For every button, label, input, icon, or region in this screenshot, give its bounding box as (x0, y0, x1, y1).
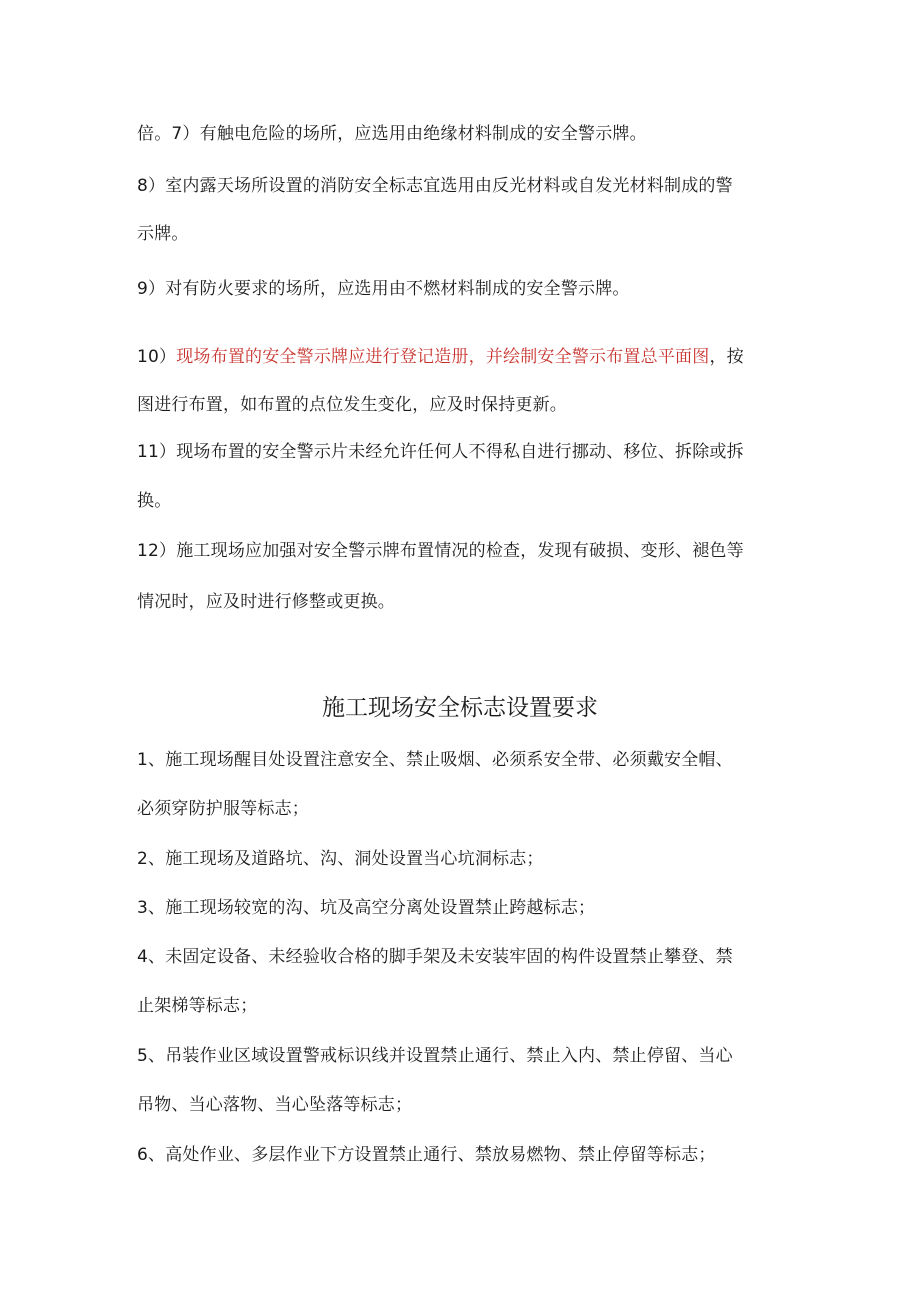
item10-suffix: ，按 (709, 347, 744, 367)
paragraph-line-item10 (137, 345, 797, 369)
paragraph-line: 11）现场布置的安全警示片未经允许任何人不得私自进行挪动、移位、拆除或拆 (137, 442, 744, 462)
item10-prefix: 10） (137, 347, 177, 367)
list-item-line: 5、吊装作业区域设置警戒标识线并设置禁止通行、禁止入内、禁止停留、当心 (137, 1046, 733, 1066)
paragraph-line: 8）室内露天场所设置的消防安全标志宜选用由反光材料或自发光材料制成的警 (137, 176, 733, 196)
paragraph-line: 示牌。 (137, 224, 189, 244)
paragraph-line: 12）施工现场应加强对安全警示牌布置情况的检查，发现有破损、变形、褪色等 (137, 541, 744, 561)
list-item-line: 必须穿防护服等标志； (137, 799, 309, 819)
paragraph-line: 换。 (137, 491, 172, 511)
list-item-line: 3、施工现场较宽的沟、坑及高空分离处设置禁止跨越标志； (137, 898, 596, 918)
paragraph-line: 情况时，应及时进行修整或更换。 (137, 592, 395, 612)
list-item-line: 6、高处作业、多层作业下方设置禁止通行、禁放易燃物、禁止停留等标志； (137, 1145, 716, 1165)
list-item-line: 4、未固定设备、未经验收合格的脚手架及未安装牢固的构件设置禁止攀登、禁 (137, 947, 733, 967)
list-item-line: 止架梯等标志； (137, 996, 258, 1016)
item10-highlight: 现场布置的安全警示牌应进行登记造册，并绘制安全警示布置总平面图 (176, 347, 710, 367)
paragraph-line: 9）对有防火要求的场所，应选用由不燃材料制成的安全警示牌。 (137, 279, 630, 299)
paragraph-line: 倍。7）有触电危险的场所，应选用由绝缘材料制成的安全警示牌。 (137, 124, 647, 144)
section-title: 施工现场安全标志设置要求 (322, 695, 598, 721)
list-item-line: 1、施工现场醒目处设置注意安全、禁止吸烟、必须系安全带、必须戴安全帽、 (137, 750, 733, 770)
list-item-line: 2、施工现场及道路坑、沟、洞处设置当心坑洞标志； (137, 849, 544, 869)
paragraph-line: 图进行布置，如布置的点位发生变化，应及时保持更新。 (137, 395, 567, 415)
list-item-line: 吊物、当心落物、当心坠落等标志； (137, 1095, 413, 1115)
